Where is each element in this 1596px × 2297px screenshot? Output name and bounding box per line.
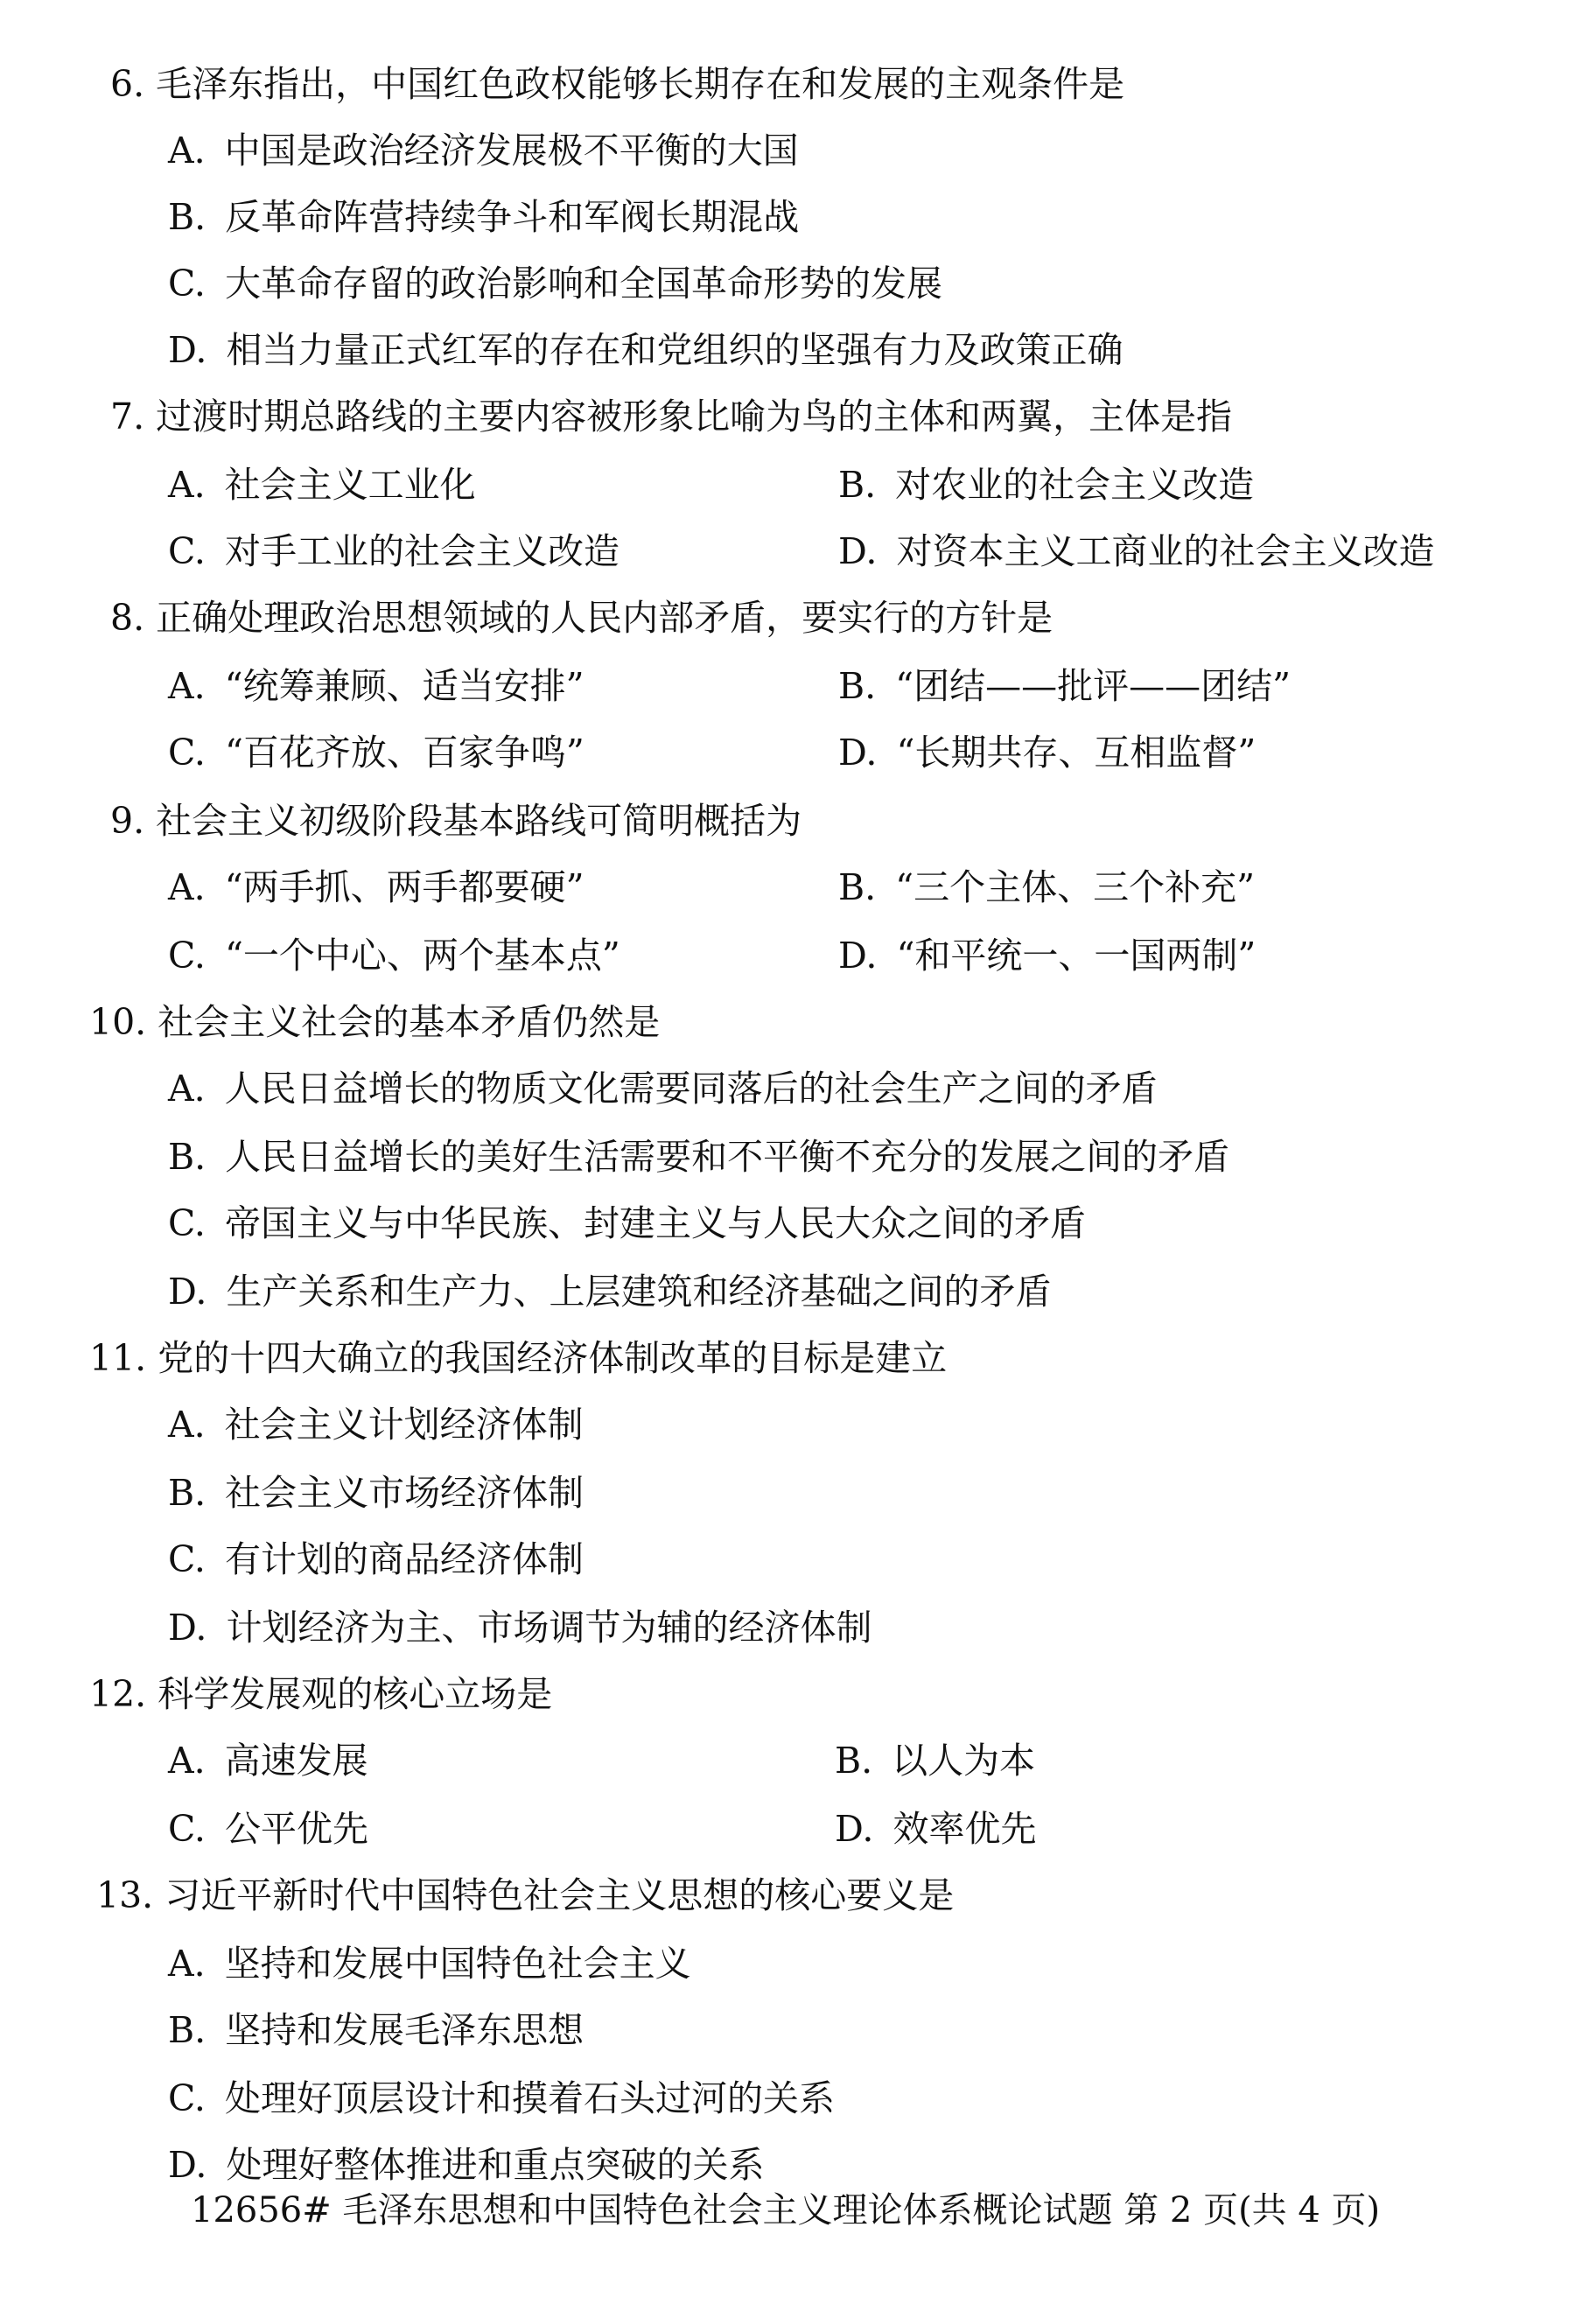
option-letter: A. [168,1068,206,1110]
option-letter: C. [168,935,206,977]
question-10-option-d [168,1269,1051,1314]
question-11-option-c [168,1537,584,1582]
option-text: 计划经济为主、市场调节为辅的经济体制 [226,1607,872,1649]
option-text: 人民日益增长的物质文化需要同落后的社会生产之间的矛盾 [224,1068,1158,1110]
question-13-stem [96,1873,954,1918]
option-letter: D. [168,1271,207,1313]
option-letter: D. [838,530,878,572]
question-10-option-c [168,1201,1086,1246]
question-7-option-a [168,462,476,508]
option-text: 相当力量正式红军的存在和党组织的坚强有力及政策正确 [226,329,1124,371]
option-text: 以人为本 [892,1740,1036,1782]
option-letter: D. [168,2144,207,2186]
option-letter: D. [835,1808,874,1850]
option-letter: B. [168,1472,206,1514]
question-9-option-a [168,865,584,910]
question-8-option-d [838,730,1256,775]
option-letter: C. [168,1538,206,1580]
question-number: 12. [89,1673,147,1715]
question-11-option-b [168,1470,584,1516]
option-letter: A. [168,130,206,172]
question-12-option-a [168,1738,368,1783]
option-letter: B. [168,196,206,238]
option-text: 效率优先 [892,1808,1037,1850]
option-text: 中国是政治经济发展极不平衡的大国 [224,130,799,172]
question-8-option-a [168,663,584,709]
question-13-option-b [168,2007,584,2053]
question-13-option-a [168,1941,691,1986]
option-text: 帝国主义与中华民族、封建主义与人民大众之间的矛盾 [224,1202,1086,1244]
option-text: “长期共存、互相监督” [896,732,1256,774]
option-text: “统筹兼顾、适当安排” [224,665,584,707]
option-text: “团结——批评——团结” [895,665,1292,707]
option-text: 反革命阵营持续争斗和军阀长期混战 [225,196,800,238]
question-text: 社会主义社会的基本矛盾仍然是 [158,1001,661,1043]
option-letter: C. [168,2077,206,2119]
option-letter: A. [168,1943,206,1985]
question-text: 社会主义初级阶段基本路线可简明概括为 [156,800,802,842]
option-letter: B. [835,1740,873,1782]
option-text: “一个中心、两个基本点” [224,935,620,977]
option-text: 人民日益增长的美好生活需要和不平衡不充分的发展之间的矛盾 [225,1136,1230,1178]
option-text: 处理好顶层设计和摸着石头过河的关系 [224,2077,835,2119]
question-9-option-d [838,933,1256,978]
question-number: 10. [89,1001,147,1043]
option-letter: A. [168,1404,206,1446]
option-letter: B. [168,2009,206,2051]
question-7-stem [110,394,1232,439]
question-7-option-c [168,529,620,574]
question-text: 科学发展观的核心立场是 [158,1673,553,1715]
option-letter: A. [168,1740,206,1782]
option-text: “三个主体、三个补充” [895,866,1256,908]
question-10-stem [89,999,660,1045]
option-letter: A. [168,866,206,908]
question-text: 毛泽东指出，中国红色政权能够长期存在和发展的主观条件是 [156,63,1125,105]
question-number: 8. [110,597,145,639]
question-12-option-d [835,1806,1036,1852]
option-letter: C. [168,263,206,305]
question-6-option-b [168,194,799,240]
option-text: 坚持和发展毛泽东思想 [225,2009,584,2051]
question-number: 7. [110,396,145,438]
option-letter: B. [168,1136,206,1178]
option-letter: A. [168,464,206,506]
option-text: 社会主义计划经济体制 [224,1404,584,1446]
option-letter: D. [838,732,878,774]
question-13-option-d [168,2142,764,2188]
question-11-option-a [168,1402,584,1447]
question-text: 过渡时期总路线的主要内容被形象比喻为鸟的主体和两翼，主体是指 [156,396,1233,438]
option-text: 大革命存留的政治影响和全国革命形势的发展 [224,263,942,305]
option-text: 社会主义工业化 [224,464,476,506]
option-letter: B. [838,866,877,908]
question-12-stem [89,1671,552,1717]
question-10-option-a [168,1066,1158,1111]
option-letter: D. [838,935,878,977]
option-text: “百花齐放、百家争鸣” [224,732,584,774]
question-7-option-b [838,462,1254,508]
question-12-option-b [835,1738,1035,1783]
option-text: 公平优先 [224,1808,368,1850]
question-text: 党的十四大确立的我国经济体制改革的目标是建立 [158,1337,948,1379]
option-text: 坚持和发展中国特色社会主义 [224,1943,691,1985]
question-number: 9. [110,800,145,842]
question-8-option-b [838,663,1291,709]
question-6-option-a [168,128,799,173]
option-letter: B. [838,665,877,707]
option-text: 有计划的商品经济体制 [224,1538,584,1580]
question-text: 正确处理政治思想领域的人民内部矛盾，要实行的方针是 [156,597,1054,639]
question-6-option-d [168,327,1123,373]
option-letter: B. [838,464,877,506]
question-11-option-d [168,1605,872,1650]
option-letter: C. [168,530,206,572]
question-11-stem [89,1335,947,1381]
question-number: 11. [89,1337,147,1379]
option-text: 处理好整体推进和重点突破的关系 [226,2144,765,2186]
option-letter: C. [168,1808,206,1850]
option-letter: C. [168,732,206,774]
question-9-stem [110,798,802,844]
option-text: 社会主义市场经济体制 [225,1472,584,1514]
option-text: 生产关系和生产力、上层建筑和经济基础之间的矛盾 [226,1271,1052,1313]
question-8-stem [110,595,1053,641]
option-letter: A. [168,665,206,707]
question-9-option-b [838,865,1255,910]
option-text: “和平统一、一国两制” [896,935,1256,977]
option-letter: D. [168,1607,207,1649]
question-8-option-c [168,730,584,775]
question-12-option-c [168,1806,368,1852]
option-text: 对农业的社会主义改造 [895,464,1255,506]
question-6-stem [110,61,1124,107]
question-7-option-d [838,529,1434,574]
page-footer: 12656# 毛泽东思想和中国特色社会主义理论体系概论试题 第 2 页(共 4 页) [191,2190,1381,2230]
question-text: 习近平新时代中国特色社会主义思想的核心要义是 [164,1874,955,1916]
option-text: 对手工业的社会主义改造 [224,530,620,572]
option-text: 高速发展 [224,1740,368,1782]
question-number: 6. [110,63,145,105]
option-letter: D. [168,329,207,371]
question-9-option-c [168,933,620,978]
question-13-option-c [168,2076,835,2121]
question-number: 13. [96,1874,154,1916]
option-text: 对资本主义工商业的社会主义改造 [896,530,1435,572]
question-10-option-b [168,1134,1229,1180]
option-letter: C. [168,1202,206,1244]
question-6-option-c [168,261,942,306]
option-text: “两手抓、两手都要硬” [224,866,584,908]
